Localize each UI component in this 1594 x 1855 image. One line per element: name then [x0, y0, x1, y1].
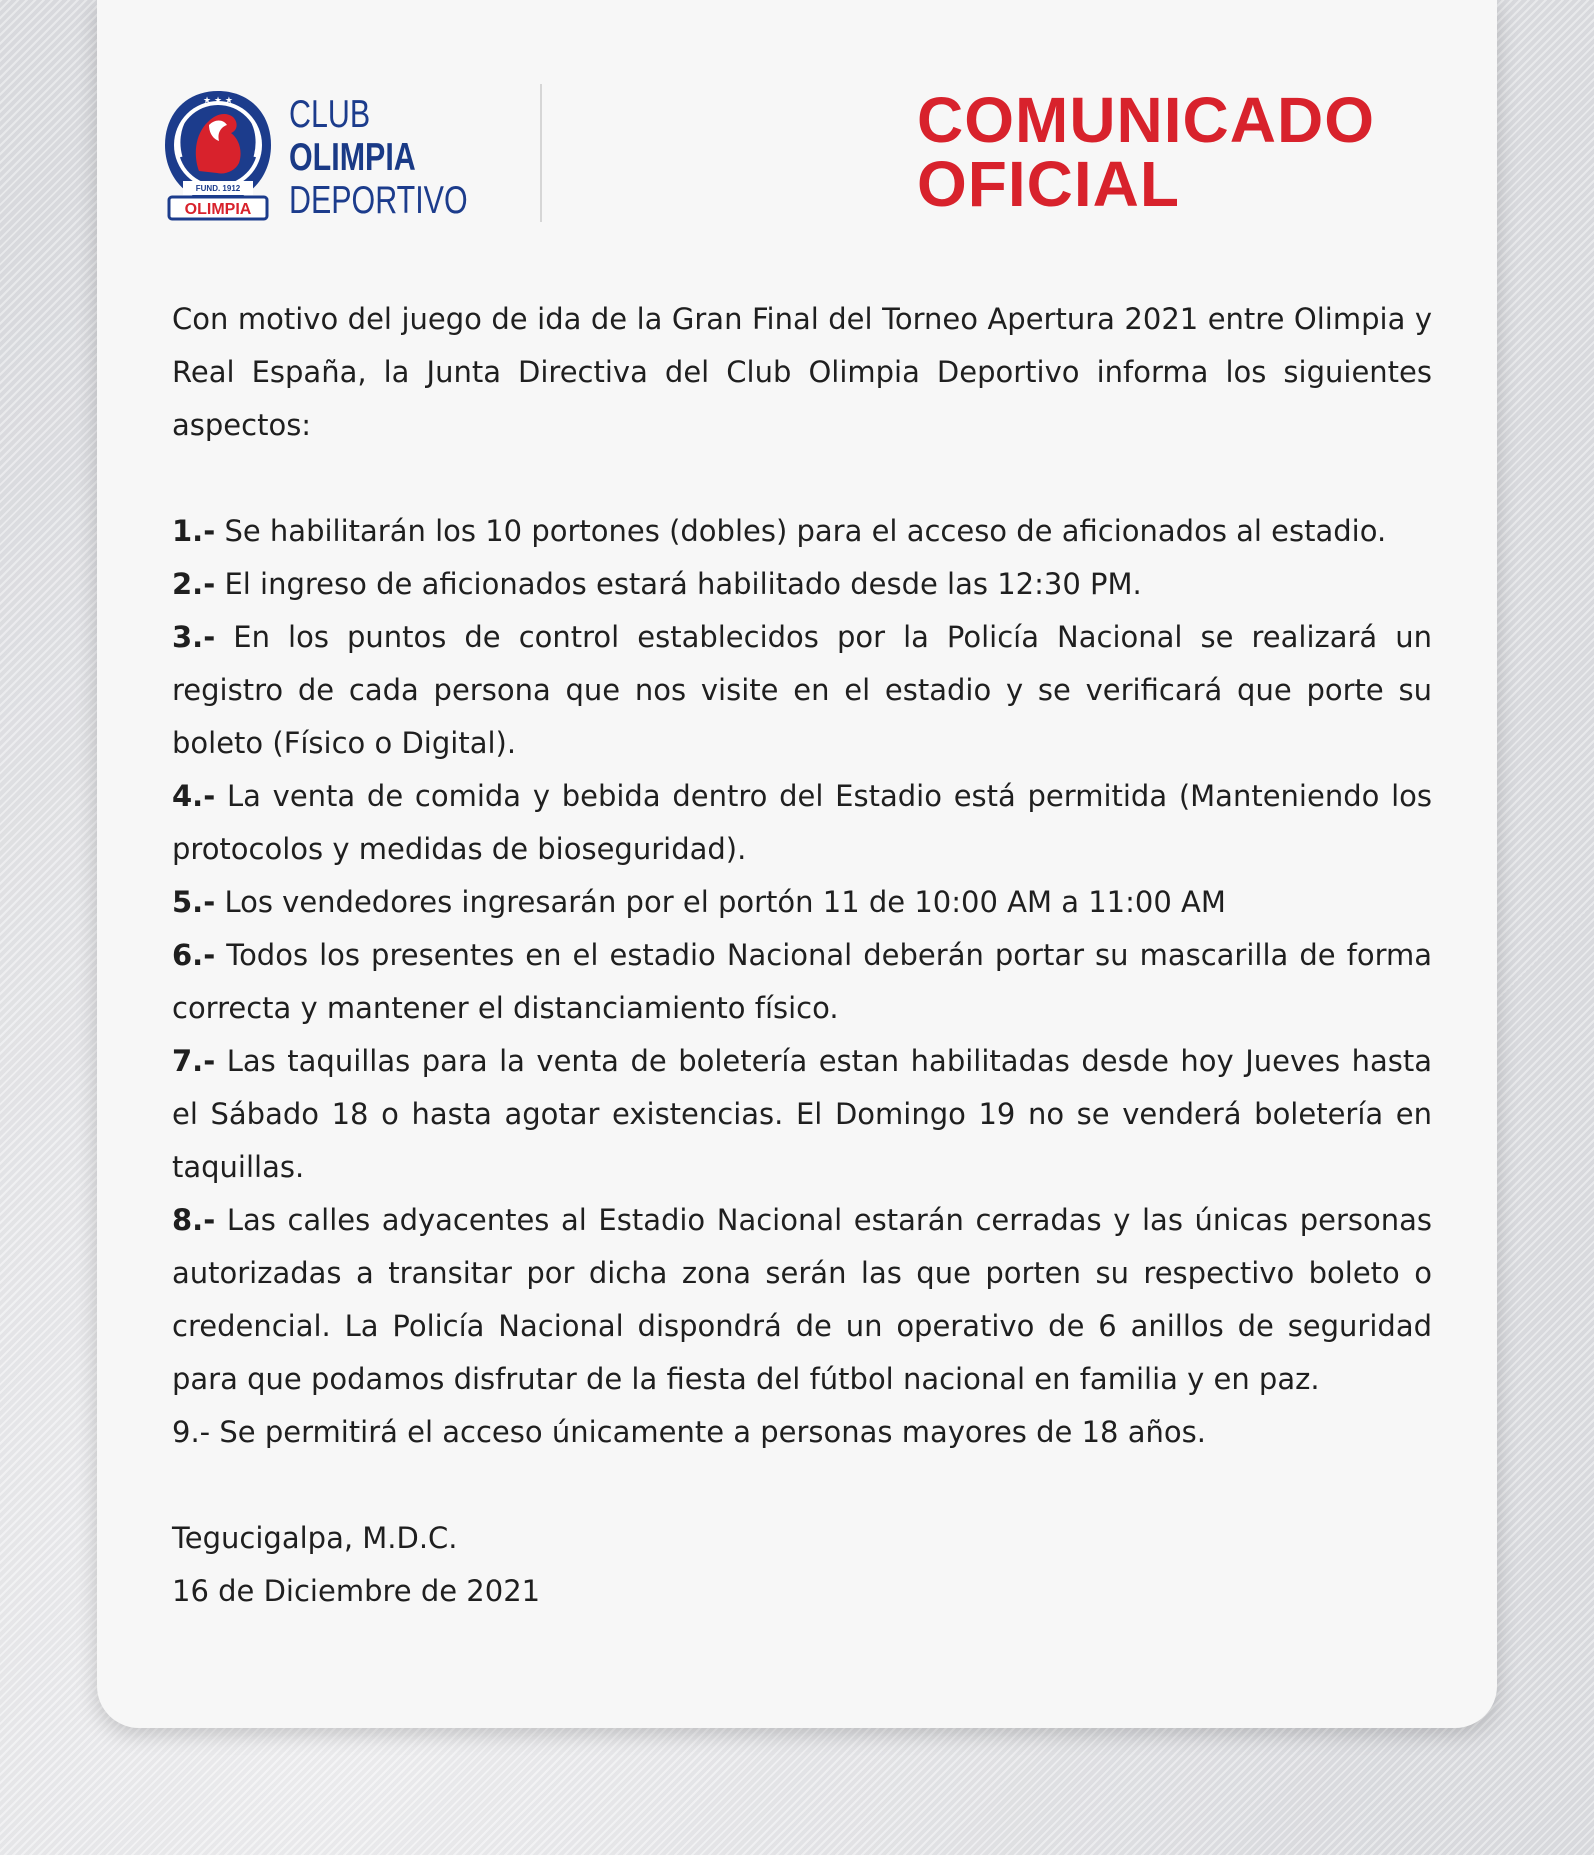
- list-item: [172, 876, 1432, 929]
- item-number: 4.-: [172, 779, 216, 813]
- list-item: [172, 1194, 1432, 1406]
- club-crest-logo: [159, 85, 277, 223]
- item-text: El ingreso de aficionados estará habilitado desde las 12:30 PM.: [224, 567, 1142, 601]
- item-number: 1.-: [172, 514, 216, 548]
- title-line-1: COMUNICADO: [917, 84, 1375, 156]
- items-list: [172, 505, 1432, 1459]
- list-item: [172, 505, 1432, 558]
- intro-paragraph: Con motivo del juego de ida de la Gran Final del Torneo Apertura 2021 entre Olimpia y Real España, la Junta Directiva del Club Olimpia Deportivo informa los siguientes aspectos:: [172, 302, 1432, 442]
- item-number: 6.-: [172, 938, 216, 972]
- svg-text:★ ★ ★: ★ ★ ★: [203, 96, 233, 106]
- club-name-line-1: CLUB: [289, 93, 371, 136]
- item-text: Se habilitarán los 10 portones (dobles) para el acceso de aficionados al estadio.: [224, 514, 1387, 548]
- item-number: 7.-: [172, 1044, 216, 1078]
- item-text: Las taquillas para la venta de boletería estan habilitadas desde hoy Jueves hasta el Sábado 18 o hasta agotar existencias. El Domingo 19 no se venderá boletería en taquillas.: [172, 1044, 1432, 1184]
- header: [97, 0, 1497, 270]
- crest-name-text: OLIMPIA: [184, 201, 252, 218]
- header-divider: [540, 84, 542, 222]
- item-number: 9.-: [172, 1415, 211, 1449]
- communique-body: [172, 293, 1432, 1618]
- list-item: [172, 1035, 1432, 1194]
- signature-block: [172, 1512, 1432, 1618]
- item-number: 5.-: [172, 885, 216, 919]
- item-text: La venta de comida y bebida dentro del Estadio está permitida (Manteniendo los protocolos y medidas de bioseguridad).: [172, 779, 1432, 866]
- item-number: 3.-: [172, 620, 216, 654]
- place: Tegucigalpa, M.D.C.: [172, 1521, 458, 1555]
- list-item: [172, 611, 1432, 770]
- crest-founding-text: FUND. 1912: [195, 184, 241, 193]
- list-item: [172, 558, 1432, 611]
- item-number: 8.-: [172, 1203, 216, 1237]
- title-line-2: OFICIAL: [917, 148, 1180, 220]
- item-text: Todos los presentes en el estadio Nacional deberán portar su mascarilla de forma correcta y mantener el distanciamiento físico.: [172, 938, 1433, 1025]
- communique-card: [97, 0, 1497, 1728]
- date: 16 de Diciembre de 2021: [172, 1574, 541, 1608]
- item-text: Se permitirá el acceso únicamente a personas mayores de 18 años.: [219, 1415, 1206, 1449]
- club-name-line-3: DEPORTIVO: [289, 179, 468, 222]
- page-title: [917, 84, 1375, 220]
- list-item: [172, 1406, 1432, 1459]
- list-item: [172, 770, 1432, 876]
- item-text: En los puntos de control establecidos por la Policía Nacional se realizará un registro de cada persona que nos visite en el estadio y se verificará que porte su boleto (Físico o Digital).: [172, 620, 1432, 760]
- club-name: [289, 93, 468, 222]
- item-text: Las calles adyacentes al Estadio Nacional estarán cerradas y las únicas personas autorizadas a transitar por dicha zona serán las que porten su respectivo boleto o credencial. La Policía Nacional dispondrá de un operativo de 6 anillos de seguridad para que podamos disfrutar de la fiesta del fútbol nacional en familia y en paz.: [172, 1203, 1433, 1396]
- item-text: Los vendedores ingresarán por el portón 11 de 10:00 AM a 11:00 AM: [224, 885, 1226, 919]
- list-item: [172, 929, 1432, 1035]
- club-name-line-2: OLIMPIA: [289, 136, 416, 179]
- item-number: 2.-: [172, 567, 216, 601]
